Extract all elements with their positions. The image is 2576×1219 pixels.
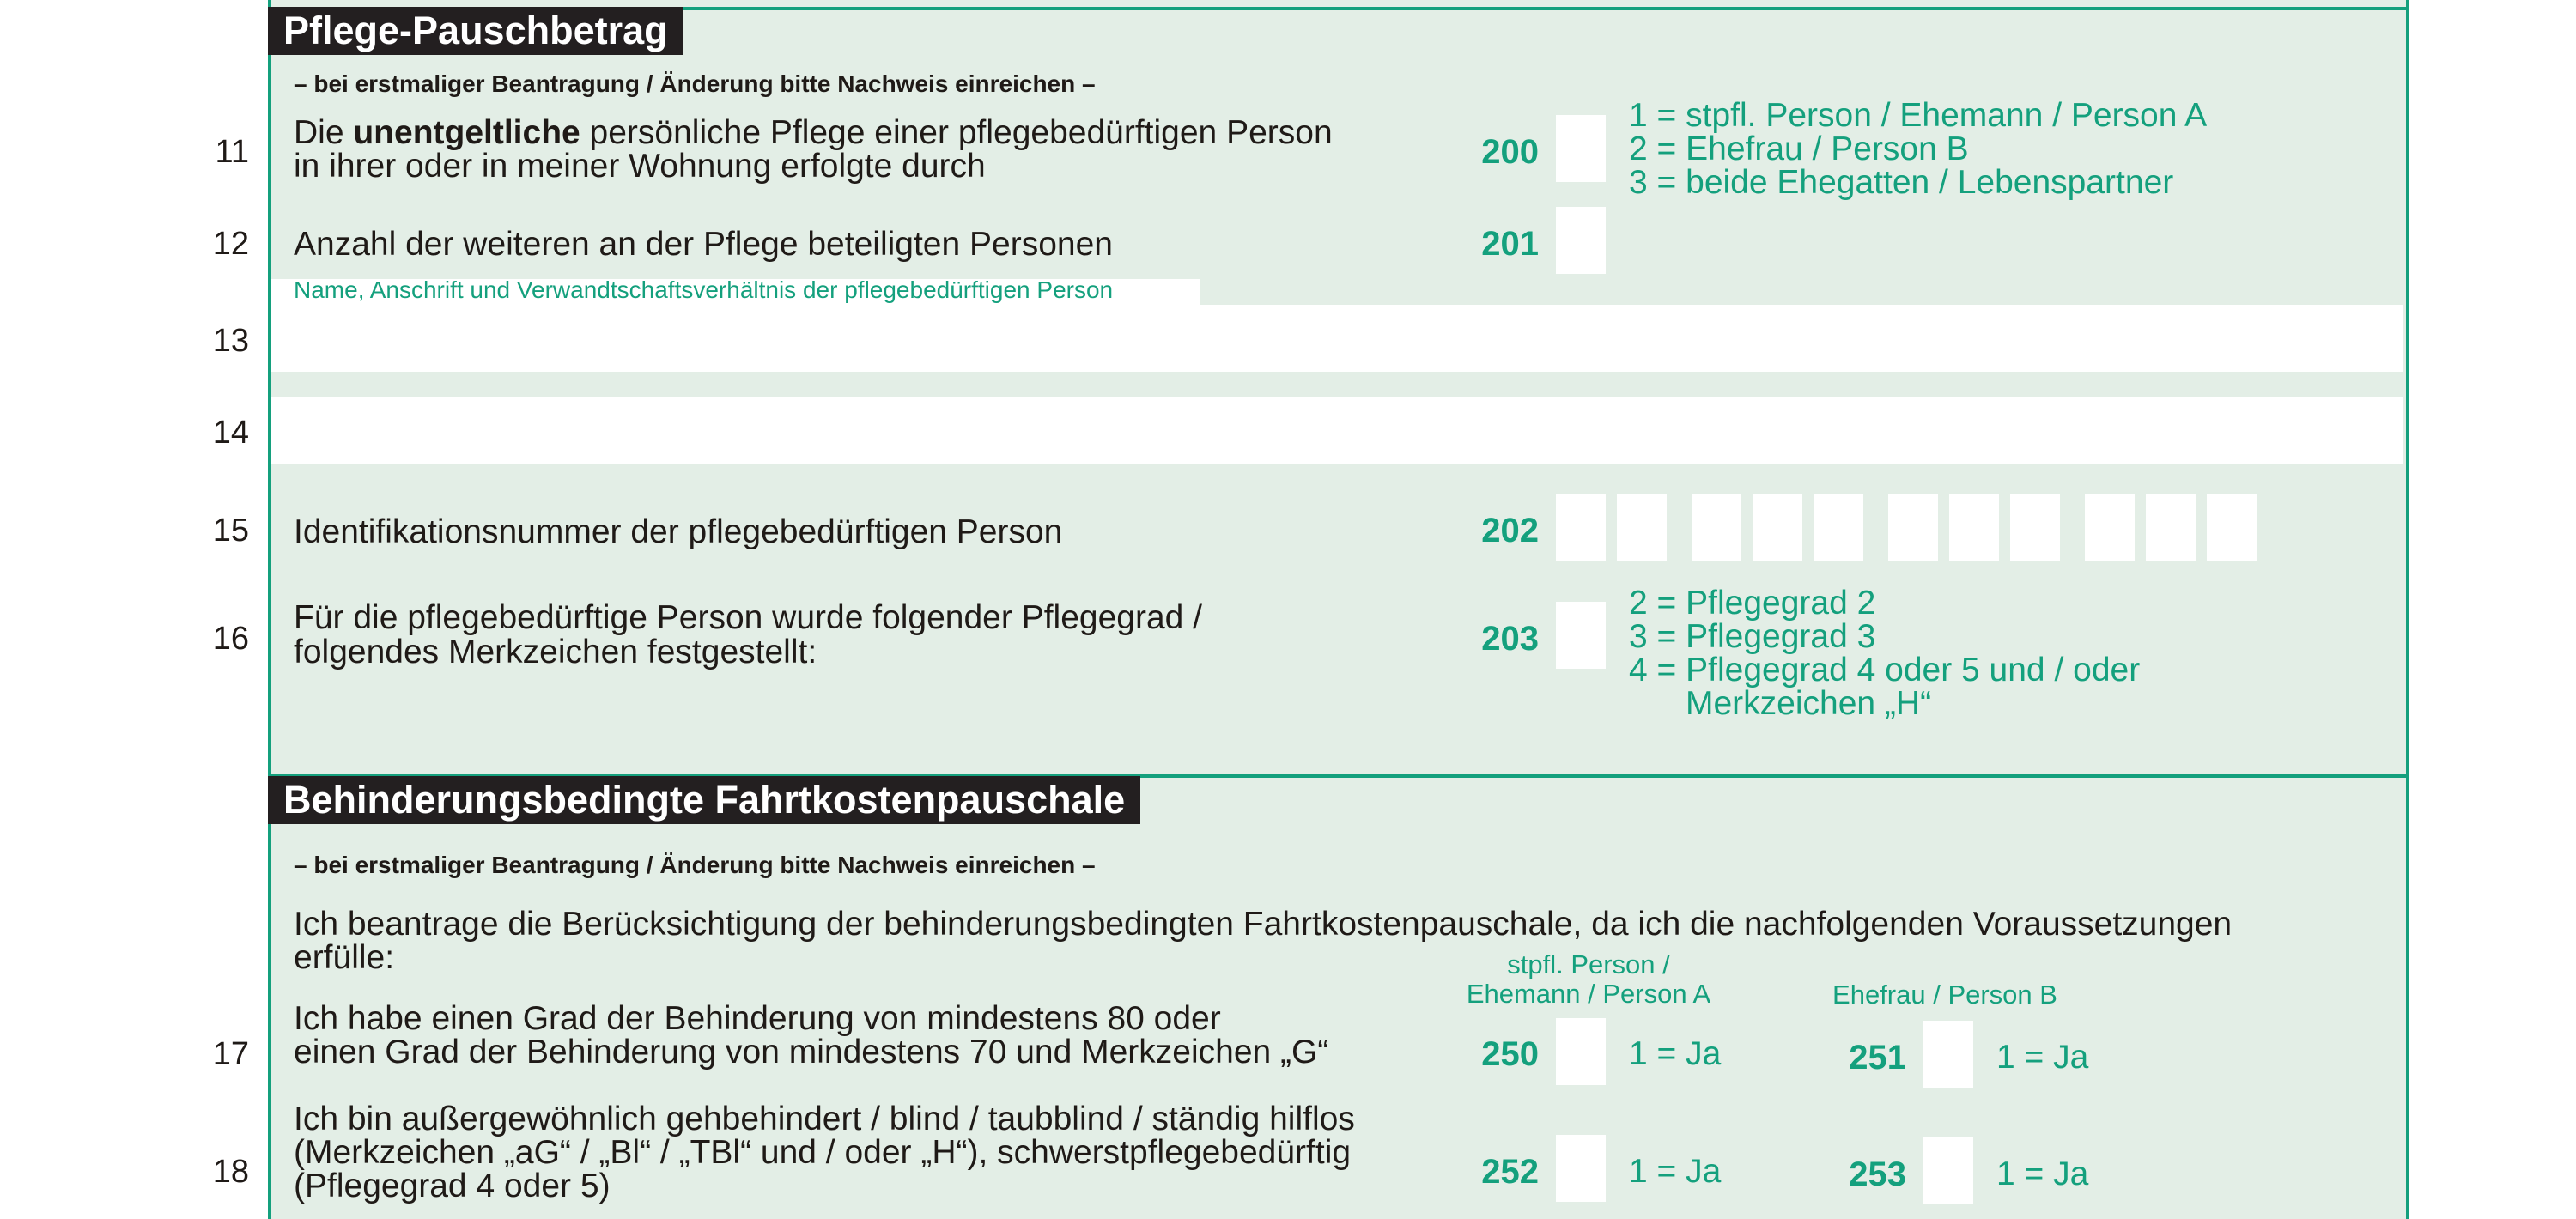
id-digit-box[interactable] <box>1617 494 1667 561</box>
field-sublabel: Name, Anschrift und Verwandtschaftsverhältnis der pflegebedürftigen Person <box>294 276 1114 303</box>
section-title-fahrtkosten: Behinderungsbedingte Fahrtkostenpauschale <box>268 776 1140 824</box>
option-ja: 1 = Ja <box>1629 1035 1722 1072</box>
input-box-251[interactable] <box>1923 1021 1973 1088</box>
row-text-line2: folgendes Merkzeichen festgestellt: <box>294 634 817 670</box>
row-text-line2: in ihrer oder in meiner Wohnung erfolgte durch <box>294 148 986 185</box>
options-list: 1 = stpfl. Person / Ehemann / Person A 2 = Ehefrau / Person B 3 = beide Ehegatten / Lebenspartner <box>1629 97 2208 201</box>
input-box-201[interactable] <box>1556 207 1606 274</box>
id-digit-box[interactable] <box>1753 494 1802 561</box>
section-title-pflege: Pflege-Pauschbetrag <box>268 7 683 55</box>
line-number: 13 <box>212 323 249 359</box>
row-text: Ich habe einen Grad der Behinderung von mindestens 80 oder <box>294 1000 1221 1037</box>
text-field-row-14[interactable] <box>271 397 2403 464</box>
input-box-252[interactable] <box>1556 1135 1606 1202</box>
field-code: 202 <box>1481 512 1539 549</box>
line-number: 16 <box>212 621 249 657</box>
section-note: – bei erstmaliger Beantragung / Änderung bitte Nachweis einreichen – <box>294 852 1096 878</box>
id-digit-box[interactable] <box>1556 494 1606 561</box>
row-text: Anzahl der weiteren an der Pflege beteiligten Personen <box>294 226 1113 263</box>
row-text-line3: (Pflegegrad 4 oder 5) <box>294 1167 611 1204</box>
text-field-row-13[interactable] <box>271 305 2403 372</box>
column-header-person-b: Ehefrau / Person B <box>1832 979 2057 1010</box>
line-number: 18 <box>212 1154 249 1190</box>
id-digit-box[interactable] <box>1888 494 1938 561</box>
id-digit-box[interactable] <box>1949 494 1999 561</box>
row-text-line2: einen Grad der Behinderung von mindestens 70 und Merkzeichen „G“ <box>294 1034 1329 1070</box>
id-digit-box[interactable] <box>1692 494 1741 561</box>
field-code: 253 <box>1849 1155 1906 1193</box>
row-text: Ich bin außergewöhnlich gehbehindert / blind / taubblind / ständig hilflos <box>294 1101 1355 1137</box>
option-ja: 1 = Ja <box>1629 1153 1722 1190</box>
field-code: 201 <box>1481 225 1539 263</box>
id-digit-box[interactable] <box>2146 494 2196 561</box>
line-number: 17 <box>212 1036 249 1072</box>
options-list: 2 = Pflegegrad 2 3 = Pflegegrad 3 4 = Pflegegrad 4 oder 5 und / oder Merkzeichen „H“ <box>1629 585 2141 722</box>
row-text: Für die pflegebedürftige Person wurde folgender Pflegegrad / <box>294 599 1203 636</box>
field-code: 200 <box>1481 133 1539 171</box>
field-code: 252 <box>1481 1153 1539 1191</box>
line-number: 11 <box>215 134 249 170</box>
line-number: 12 <box>212 226 249 262</box>
field-code: 251 <box>1849 1039 1906 1076</box>
input-box-203[interactable] <box>1556 602 1606 669</box>
id-digit-box[interactable] <box>1814 494 1863 561</box>
column-header-person-a: stpfl. Person / Ehemann / Person A <box>1466 949 1711 1009</box>
section-note: – bei erstmaliger Beantragung / Änderung bitte Nachweis einreichen – <box>294 70 1096 97</box>
option-ja: 1 = Ja <box>1996 1155 2089 1192</box>
intro-text: Ich beantrage die Berücksichtigung der behinderungsbedingten Fahrtkostenpauschale, da ich die nachfolgenden Voraussetzungen <box>294 906 2233 943</box>
id-digit-box[interactable] <box>2207 494 2257 561</box>
input-box-253[interactable] <box>1923 1137 1973 1204</box>
intro-text-line2: erfülle: <box>294 939 395 976</box>
row-text: Identifikationsnummer der pflegebedürftigen Person <box>294 513 1063 550</box>
field-code: 203 <box>1481 620 1539 658</box>
input-box-200[interactable] <box>1556 115 1606 182</box>
line-number: 14 <box>212 415 249 451</box>
id-digit-box[interactable] <box>2010 494 2060 561</box>
input-box-250[interactable] <box>1556 1018 1606 1085</box>
row-text: Die unentgeltliche persönliche Pflege einer pflegebedürftigen Person <box>294 114 1333 151</box>
line-number: 15 <box>212 512 249 549</box>
id-digit-box[interactable] <box>2085 494 2135 561</box>
row-text-line2: (Merkzeichen „aG“ / „Bl“ / „TBl“ und / oder „H“), schwerstpflegebedürftig <box>294 1134 1352 1171</box>
option-ja: 1 = Ja <box>1996 1039 2089 1076</box>
field-code: 250 <box>1481 1035 1539 1073</box>
